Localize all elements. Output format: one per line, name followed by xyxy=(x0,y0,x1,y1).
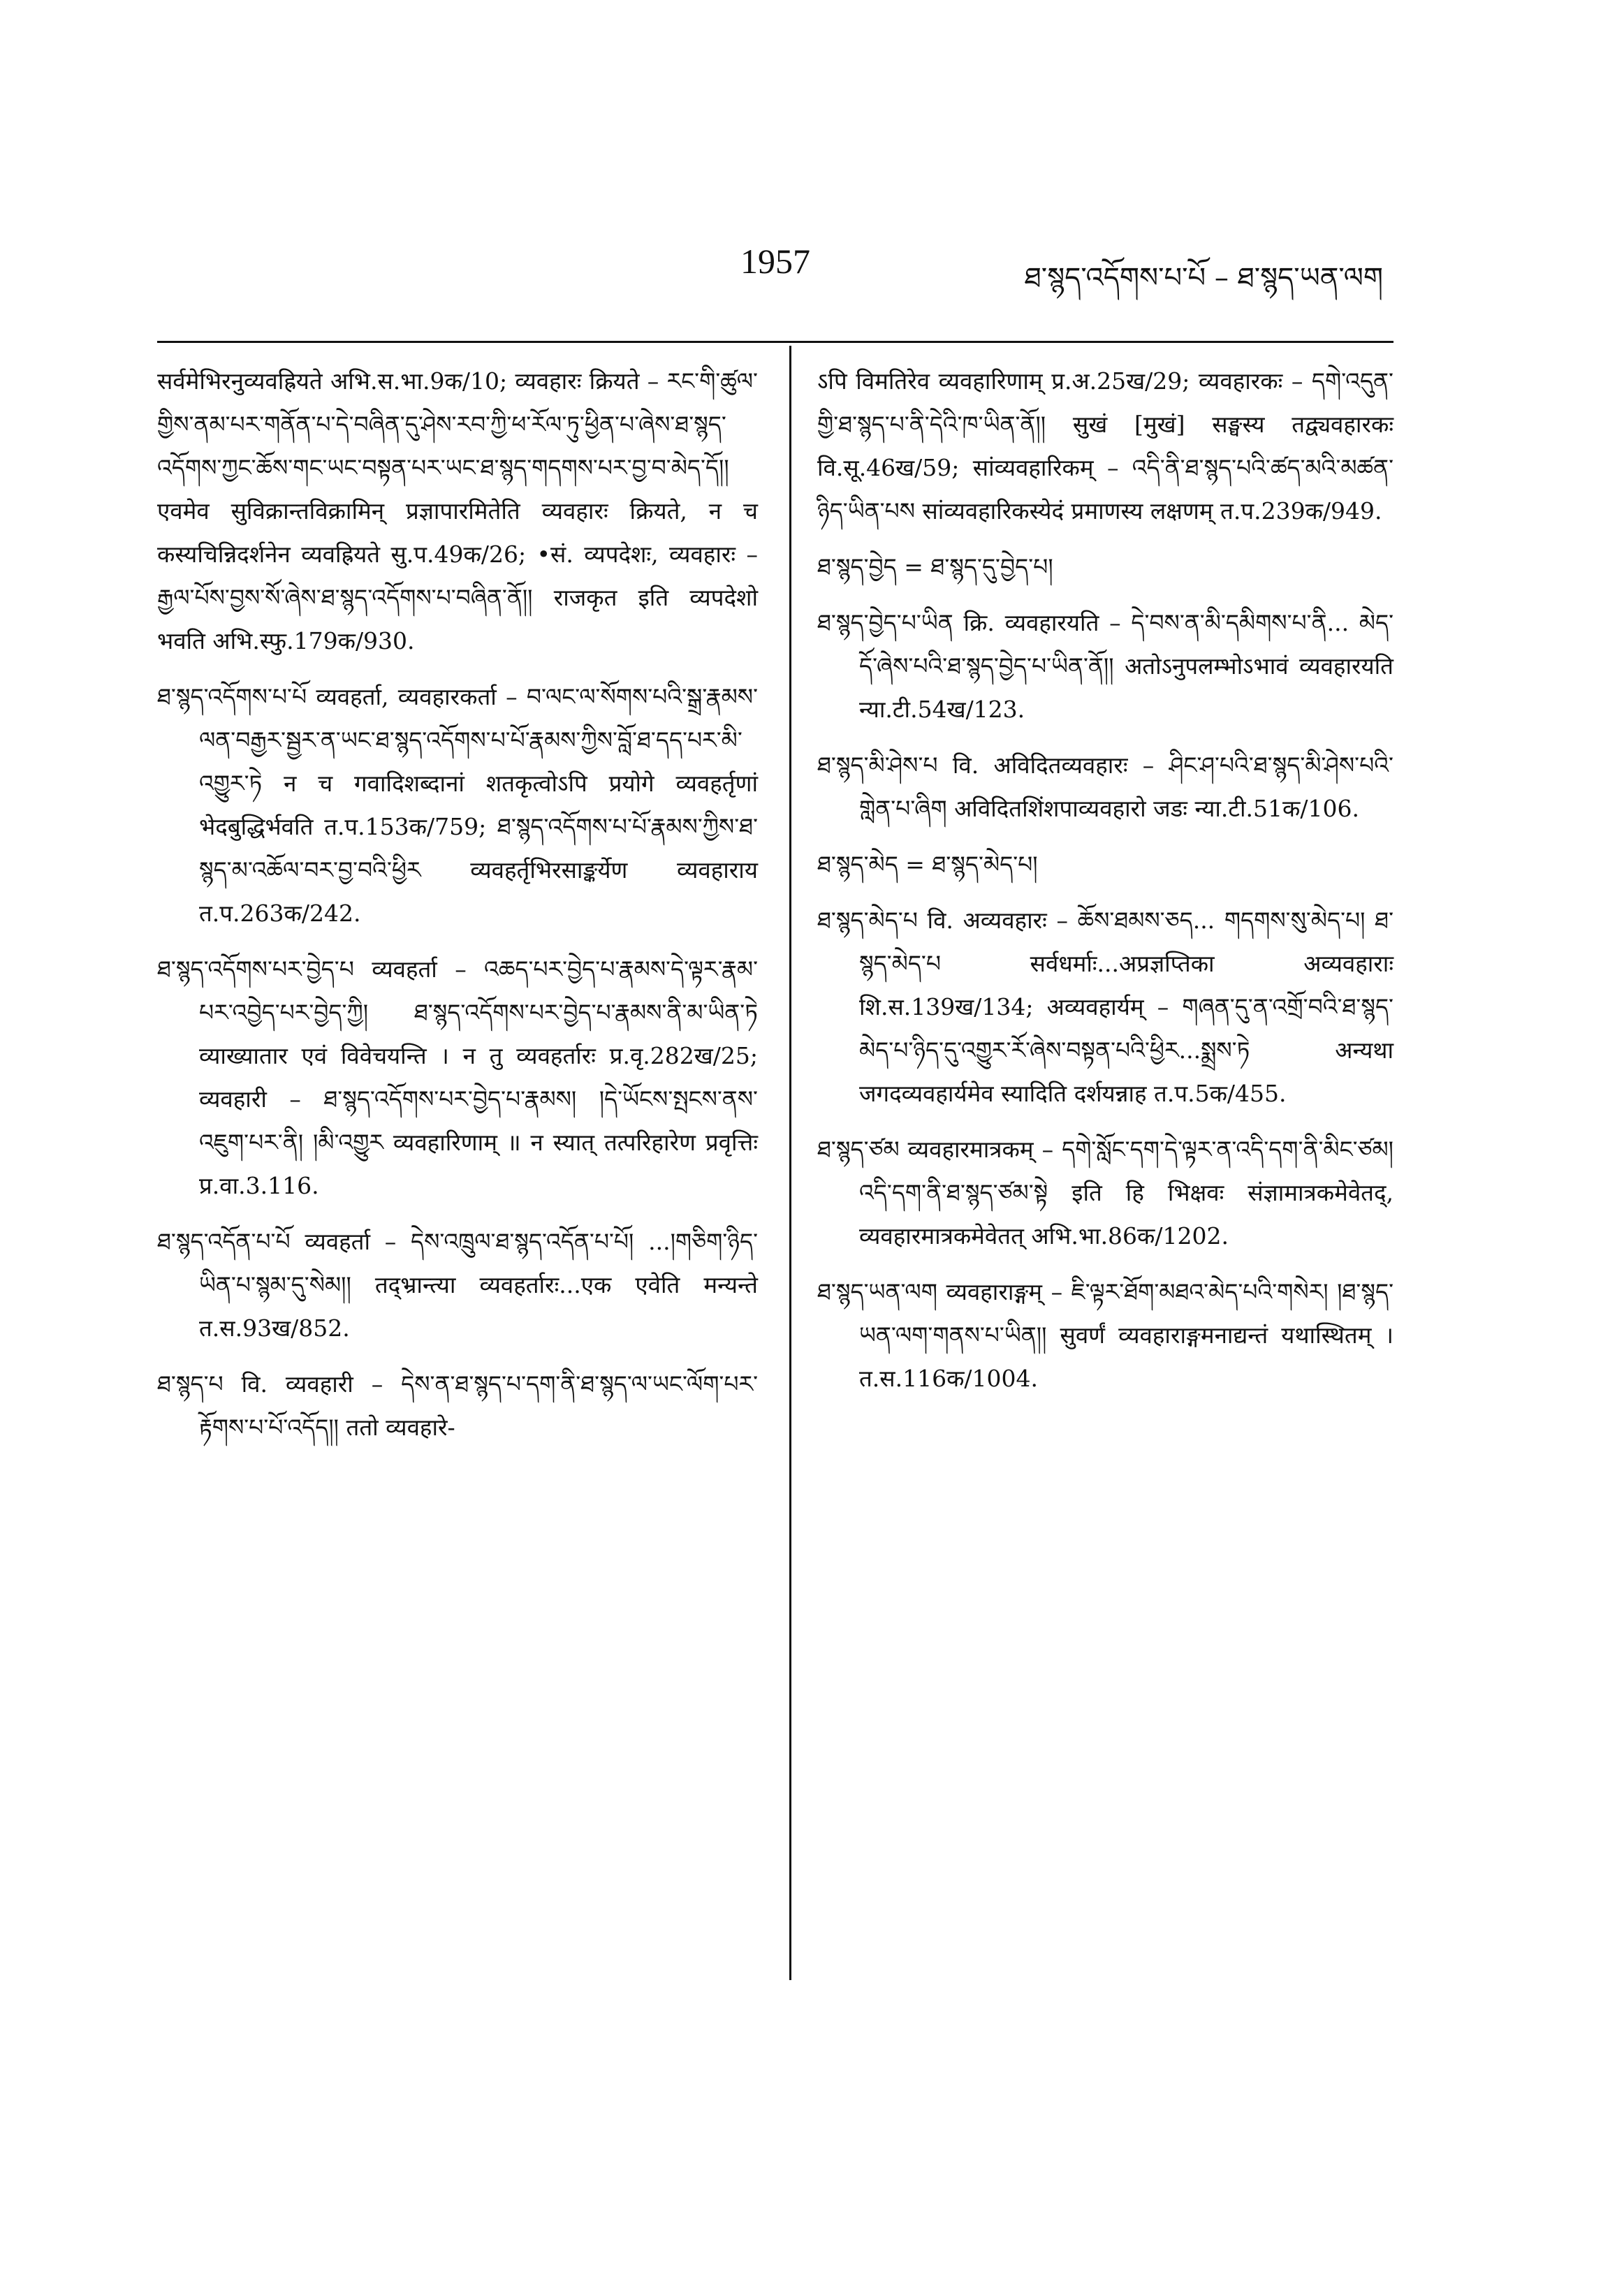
dictionary-entry: ཐ་སྙད་ཡན་ལག व्यवहाराङ्गम् – ཇི་ལྟར་ཐོག་མཐའ་མེད་པའི་གསེར། །ཐ་སྙད་ཡན་ལག་གནས་པ་ཡིན།། सुवर्णं व्यवहाराङ्गमनाद्यन्तं यथास्थितम् । त.स.116क/1004. xyxy=(817,1278,1393,1392)
entry-continuation: ऽपि विमतिरेव व्यवहारिणाम् प्र.अ.25ख/29; व्यवहारकः – དགེ་འདུན་གྱི་ཐ་སྙད་པ་ནི་དེའི་ཁ་ཡིན་ནོ།། सुखं [मुखं] सङ्घस्य तद्व्यवहारकः वि.सू.46ख/59; सांव्यवहारिकम् – འདི་ནི་ཐ་སྙད་པའི་ཚད་མའི་མཚན་ཉིད་ཡིན་པས सांव्यवहारिकस्येदं प्रमाणस्य लक्षणम् त.प.239क/949. xyxy=(817,367,1393,525)
dictionary-entry: ཐ་སྙད་མེད་པ वि. अव्यवहारः – ཆོས་ཐམས་ཅད... གདགས་སུ་མེད་པ། ཐ་སྙད་མེད་པ सर्वधर्माः...अप्रज्ञप्तिका अव्यवहाराः शि.स.139ख/134; अव्यवहार्यम् – གཞན་དུ་ན་འགྲོ་བའི་ཐ་སྙད་མེད་པ་ཉིད་དུ་འགྱུར་རོ་ཞེས་བསྟན་པའི་ཕྱིར...སྨྲས་ཏེ अन्यथा जगदव्यवहार्यमेव स्यादिति दर्शयन्नाह त.प.5क/455. xyxy=(817,907,1393,1107)
page-number: 1957 xyxy=(740,242,810,281)
dictionary-entry: ཐ་སྙད་འདོགས་པ་པོ व्यवहर्ता, व्यवहारकर्ता – བ་ལང་ལ་སོགས་པའི་སྒྲ་རྣམས་ལན་བརྒྱར་སྦྱར་ན་ཡང་ཐ་སྙད་འདོགས་པ་པོ་རྣམས་ཀྱིས་བློ་ཐ་དད་པར་མི་འགྱུར་ཏེ न च गवादिशब्दानां शतकृत्वोऽपि प्रयोगे व्यवहर्तृणां भेदबुद्धिर्भवति त.प.153क/759; ཐ་སྙད་འདོགས་པ་པོ་རྣམས་ཀྱིས་ཐ་སྙད་མ་འཆོལ་བར་བྱ་བའི་ཕྱིར व्यवहर्तृभिरसाङ्कर्येण व्यवहाराय त.प.263क/242. xyxy=(157,683,758,927)
dictionary-entry: ཐ་སྙད་པ वि. व्यवहारी – དེས་ན་ཐ་སྙད་པ་དག་ནི་ཐ་སྙད་ལ་ཡང་ལོག་པར་རྟོགས་པ་པོ་འདོད།། ततो व्यवहारे- xyxy=(157,1370,758,1441)
dictionary-entry: ཐ་སྙད་བྱེད = ཐ་སྙད་དུ་བྱེད་པ། xyxy=(817,553,1053,580)
dictionary-entry: ཐ་སྙད་འདོགས་པར་བྱེད་པ व्यवहर्ता – འཆད་པར་བྱེད་པ་རྣམས་དེ་ལྟར་རྣམ་པར་འབྱེད་པར་བྱེད་ཀྱི། ཐ་སྙད་འདོགས་པར་བྱེད་པ་རྣམས་ནི་མ་ཡིན་ཏེ व्याख्यातार एवं विवेचयन्ति । न तु व्यवहर्तारः प्र.वृ.282ख/25; व्यवहारी – ཐ་སྙད་འདོགས་པར་བྱེད་པ་རྣམས། །དེ་ཡོངས་སྤངས་ནས་འཇུག་པར་ནི། །མི་འགྱུར व्यवहारिणाम् ॥ न स्यात् तत्परिहारेण प्रवृत्तिः प्र.वा.3.116. xyxy=(157,955,758,1199)
left-column xyxy=(157,360,758,1462)
running-head: ཐ་སྙད་འདོགས་པ་པོ – ཐ་སྙད་ཡན་ལག xyxy=(1024,262,1383,294)
right-column xyxy=(817,360,1393,1413)
entry-continuation: सर्वमेभिरनुव्यवह्रियते अभि.स.भा.9क/10; व्यवहारः क्रियते – རང་གི་ཚུལ་གྱིས་ནམ་པར་གནོན་པ་དེ་བཞིན་དུ་ཤེས་རབ་ཀྱི་ཕ་རོལ་ཏུ་ཕྱིན་པ་ཞེས་ཐ་སྙད་འདོགས་ཀྱང་ཆོས་གང་ཡང་བསྟན་པར་ཡང་ཐ་སྙད་གདགས་པར་བྱ་བ་མེད་དོ།། एवमेव सुविक्रान्तविक्रामिन् प्रज्ञापारमितेति व्यवहारः क्रियते, न च कस्यचिन्निदर्शनेन व्यवह्रियते सु.प.49क/26; •सं. व्यपदेशः, व्यवहारः – རྒྱལ་པོས་བྱས་སོ་ཞེས་ཐ་སྙད་འདོགས་པ་བཞིན་ནོ།། राजकृत इति व्यपदेशो भवति अभि.स्फु.179क/930. xyxy=(157,367,758,654)
dictionary-entry: ཐ་སྙད་བྱེད་པ་ཡིན क्रि. व्यवहारयति – དེ་བས་ན་མི་དམིགས་པ་ནི... མེད་དོ་ཞེས་པའི་ཐ་སྙད་བྱེད་པ་ཡིན་ནོ།། अतोऽनुपलम्भोऽभावं व्यवहारयति न्या.टी.54ख/123. xyxy=(817,609,1393,723)
dictionary-entry: ཐ་སྙད་ཙམ व्यवहारमात्रकम् – དགེ་སློང་དག་དེ་ལྟར་ན་འདི་དག་ནི་མིང་ཙམ། འདི་དག་ནི་ཐ་སྙད་ཙམ་སྟེ इति हि भिक्षवः संज्ञामात्रकमेवेतद्, व्यवहारमात्रकमेवेतत् अभि.भा.86क/1202. xyxy=(817,1136,1393,1250)
header-rule xyxy=(157,341,1393,343)
column-divider xyxy=(789,346,791,1980)
dictionary-entry: ཐ་སྙད་མེད = ཐ་སྙད་མེད་པ། xyxy=(817,851,1038,878)
dictionary-entry: ཐ་སྙད་མི་ཤེས་པ वि. अविदितव्यवहारः – ཤིང་ཤ་པའི་ཐ་སྙད་མི་ཤེས་པའི་གླེན་པ་ཞིག अविदितशिंशपाव्यवहारो जडः न्या.टी.51क/106. xyxy=(817,752,1393,822)
dictionary-entry: ཐ་སྙད་འདོན་པ་པོ व्यवहर्ता – དེས་འཁྲུལ་ཐ་སྙད་འདོན་པ་པོ། ...།གཅིག་ཉིད་ཡིན་པ་སྙམ་དུ་སེམ།། तद्भ्रान्त्या व्यवहर्तारः...एक एवेति मन्यन्ते त.स.93ख/852. xyxy=(157,1228,758,1342)
